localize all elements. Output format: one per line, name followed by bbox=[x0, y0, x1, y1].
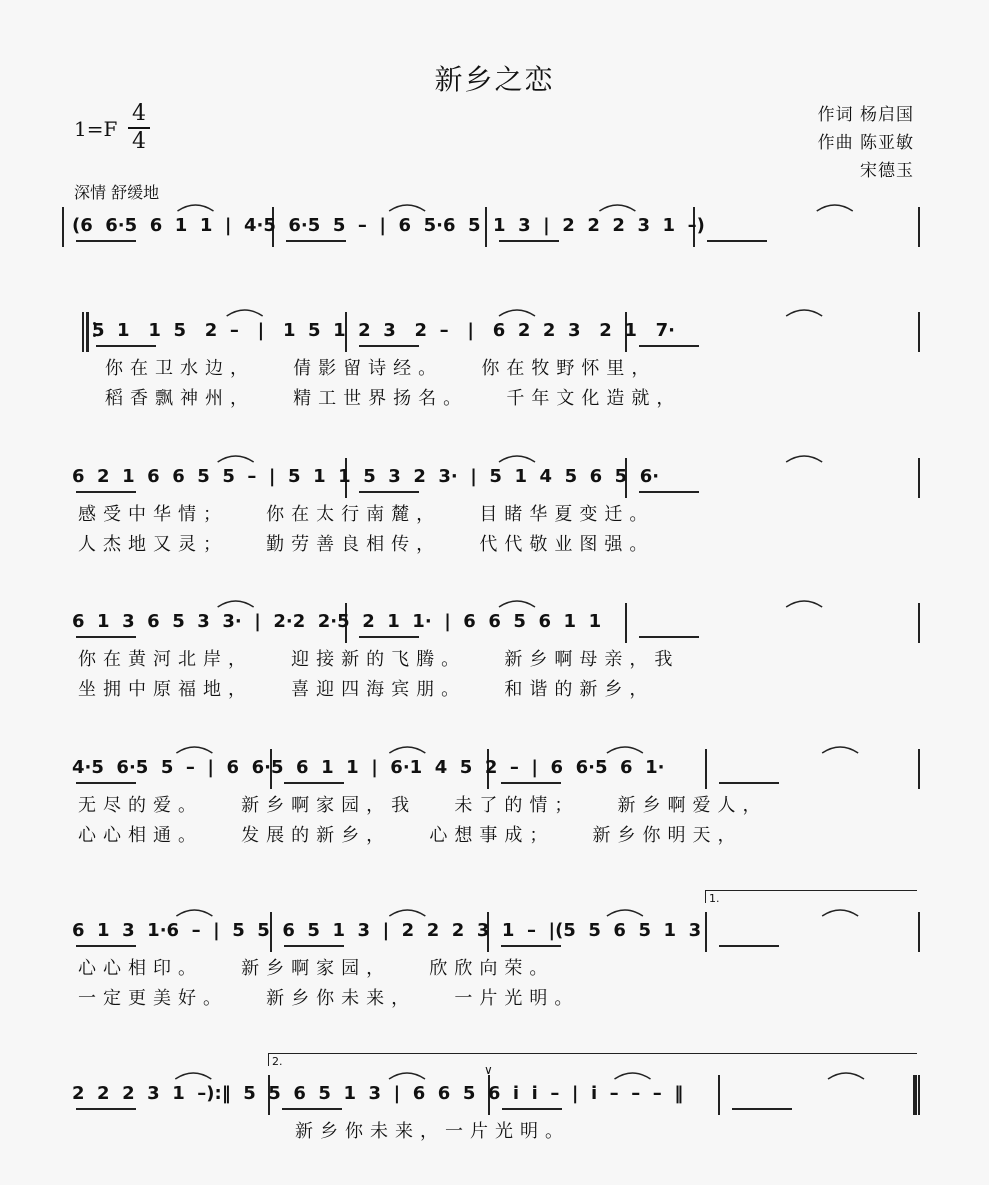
beam-line bbox=[286, 240, 346, 242]
lyric-line: 人杰地又灵； 勤劳善良相传， 代代敬业图强。 bbox=[78, 534, 655, 555]
beam-line bbox=[282, 1108, 342, 1110]
time-numerator: 4 bbox=[132, 101, 146, 126]
beam-line bbox=[501, 782, 561, 784]
lyric-line: 稻香飘神州， 精工世界扬名。 千年文化造就， bbox=[105, 388, 682, 409]
volta-bracket bbox=[705, 890, 917, 903]
slur-arc bbox=[599, 205, 635, 211]
jianpu-notes: 2 2 2 3 1 –):‖ 5 5 6 5 1 3 | 6 6 5 6 i i – | i – – – ‖ bbox=[72, 1083, 684, 1104]
lyric-line: 心心相通。 发展的新乡， 心想事成； 新乡你明天， bbox=[78, 825, 743, 846]
slur-arc bbox=[176, 910, 212, 916]
beam-line bbox=[76, 782, 136, 784]
jianpu-notes: (6 6·5 6 1 1 | 4·5 6·5 5 – | 6 5·6 5 1 3 | 2 2 2 3 1 –) bbox=[72, 215, 705, 236]
tempo-marking: 深情 舒缓地 bbox=[74, 183, 160, 202]
beam-line bbox=[732, 1108, 792, 1110]
volta-number: 2. bbox=[272, 1055, 283, 1068]
slur-arc bbox=[822, 747, 858, 753]
beam-line bbox=[499, 240, 559, 242]
slur-marks bbox=[0, 302, 989, 342]
jianpu-notes: 5 1 1 5 2 – | 1 5 1 2 3 2 – | 6 2 2 3 2 1 7· bbox=[92, 320, 676, 341]
breath-mark: ∨ bbox=[484, 1063, 493, 1077]
jianpu-notes: 6 2 1 6 6 5 5 – | 5 1 1 5 3 2 3· | 5 1 4 5 6 5 6· bbox=[72, 466, 660, 487]
beam-line bbox=[359, 636, 419, 638]
beam-line bbox=[359, 345, 419, 347]
slur-arc bbox=[499, 310, 535, 316]
beam-line bbox=[284, 945, 344, 947]
beam-line bbox=[76, 240, 136, 242]
beam-line bbox=[76, 491, 136, 493]
composer2-credit: 宋德玉 bbox=[860, 161, 914, 181]
slur-arc bbox=[176, 747, 212, 753]
lyric-line: 心心相印。 新乡啊家园， 欣欣向荣。 bbox=[78, 958, 555, 979]
slur-arc bbox=[786, 601, 822, 607]
slur-arc bbox=[389, 910, 425, 916]
beam-line bbox=[359, 491, 419, 493]
slur-arc bbox=[218, 601, 254, 607]
slur-arc bbox=[786, 456, 822, 462]
slur-arc bbox=[615, 1073, 651, 1079]
slur-arc bbox=[389, 1073, 425, 1079]
slur-arc bbox=[817, 205, 853, 211]
time-denominator: 4 bbox=[132, 128, 146, 154]
slur-arc bbox=[178, 205, 214, 211]
slur-marks bbox=[0, 593, 989, 633]
slur-arc bbox=[227, 310, 263, 316]
slur-marks bbox=[0, 739, 989, 779]
slur-arc bbox=[218, 456, 254, 462]
lyric-line: 感受中华情； 你在太行南麓， 目睹华夏变迁。 bbox=[78, 504, 655, 525]
beam-line bbox=[501, 945, 561, 947]
beam-line bbox=[284, 782, 344, 784]
slur-marks bbox=[0, 1065, 989, 1105]
slur-marks bbox=[0, 448, 989, 488]
slur-arc bbox=[786, 310, 822, 316]
beam-line bbox=[96, 345, 156, 347]
slur-marks bbox=[0, 902, 989, 942]
slur-arc bbox=[499, 456, 535, 462]
beam-line bbox=[707, 240, 767, 242]
slur-arc bbox=[828, 1073, 864, 1079]
jianpu-notes: 6 1 3 6 5 3 3· | 2·2 2·5 2 1 1· | 6 6 5 6 1 1 bbox=[72, 611, 602, 632]
volta-bracket bbox=[268, 1053, 917, 1066]
slur-arc bbox=[607, 747, 643, 753]
beam-line bbox=[639, 491, 699, 493]
slur-arc bbox=[607, 910, 643, 916]
beam-line bbox=[719, 945, 779, 947]
volta-number: 1. bbox=[709, 892, 720, 905]
lyric-line: 你在黄河北岸， 迎接新的飞腾。 新乡啊母亲，我 bbox=[78, 649, 680, 670]
time-signature bbox=[128, 102, 150, 154]
beam-line bbox=[639, 345, 699, 347]
lyric-line: 一定更美好。 新乡你未来， 一片光明。 bbox=[78, 988, 580, 1009]
lyric-line: 无尽的爱。 新乡啊家园，我 未了的情； 新乡啊爱人， bbox=[78, 795, 768, 816]
lyricist-credit: 作词 杨启国 bbox=[817, 105, 914, 125]
beam-line bbox=[76, 636, 136, 638]
key-signature: 1=F bbox=[74, 117, 118, 141]
slur-arc bbox=[175, 1073, 211, 1079]
beam-line bbox=[76, 945, 136, 947]
lyric-line: 新乡你未来，一片光明。 bbox=[295, 1121, 570, 1142]
slur-arc bbox=[389, 747, 425, 753]
jianpu-notes: 4·5 6·5 5 – | 6 6·5 6 1 1 | 6·1 4 5 2 – | 6 6·5 6 1· bbox=[72, 757, 665, 778]
beam-line bbox=[76, 1108, 136, 1110]
slur-marks bbox=[0, 197, 989, 237]
slur-arc bbox=[822, 910, 858, 916]
lyric-line: 你在卫水边， 倩影留诗经。 你在牧野怀里， bbox=[105, 358, 657, 379]
beam-line bbox=[639, 636, 699, 638]
composer-credit: 作曲 陈亚敏 bbox=[817, 133, 914, 153]
song-title: 新乡之恋 bbox=[434, 63, 555, 96]
jianpu-notes: 6 1 3 1·6 – | 5 5 6 5 1 3 | 2 2 2 3 1 – |(5 5 6 5 1 3 bbox=[72, 920, 702, 941]
beam-line bbox=[719, 782, 779, 784]
beam-line bbox=[502, 1108, 562, 1110]
slur-arc bbox=[389, 205, 425, 211]
slur-arc bbox=[499, 601, 535, 607]
lyric-line: 坐拥中原福地， 喜迎四海宾朋。 和谐的新乡， bbox=[78, 679, 655, 700]
